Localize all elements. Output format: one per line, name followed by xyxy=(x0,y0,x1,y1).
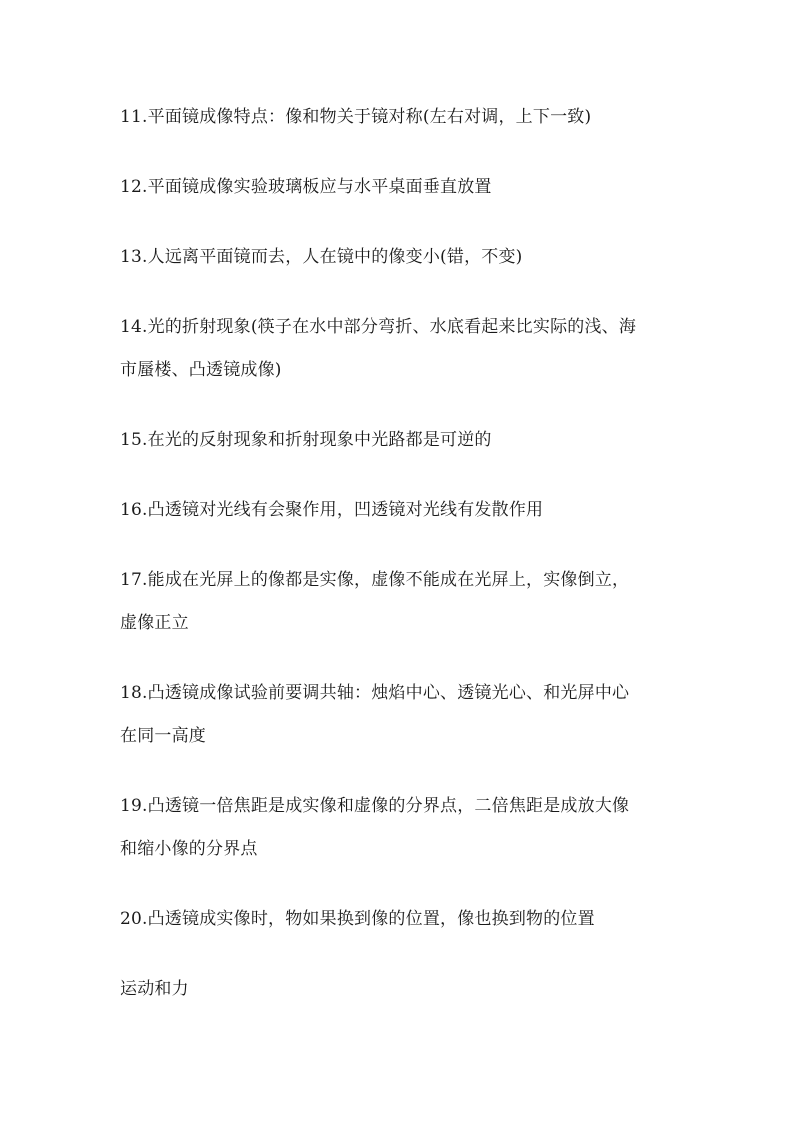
item-19-text-line-2: 和缩小像的分界点 xyxy=(120,839,258,859)
item-17-text-line-2: 虚像正立 xyxy=(120,613,189,633)
item-20-text: 20.凸透镜成实像时，物如果换到像的位置，像也换到物的位置 xyxy=(120,909,595,929)
section-heading: 运动和力 xyxy=(120,979,189,999)
item-14-text-line-1: 14.光的折射现象(筷子在水中部分弯折、水底看起来比实际的浅、海 xyxy=(120,317,637,337)
item-18-text-line-2: 在同一高度 xyxy=(120,726,206,746)
item-16-text: 16.凸透镜对光线有会聚作用，凹透镜对光线有发散作用 xyxy=(120,500,544,520)
item-14-text-line-2: 市蜃楼、凸透镜成像) xyxy=(120,360,282,380)
item-13-text: 13.人远离平面镜而去，人在镜中的像变小(错，不变) xyxy=(120,247,523,267)
item-15-text: 15.在光的反射现象和折射现象中光路都是可逆的 xyxy=(120,430,492,450)
item-18-text-line-1: 18.凸透镜成像试验前要调共轴：烛焰中心、透镜光心、和光屏中心 xyxy=(120,683,630,703)
item-19-text-line-1: 19.凸透镜一倍焦距是成实像和虚像的分界点，二倍焦距是成放大像 xyxy=(120,796,630,816)
item-12-text: 12.平面镜成像实验玻璃板应与水平桌面垂直放置 xyxy=(120,177,492,197)
item-17-text-line-1: 17.能成在光屏上的像都是实像，虚像不能成在光屏上，实像倒立， xyxy=(120,570,630,590)
item-11-text: 11.平面镜成像特点：像和物关于镜对称(左右对调，上下一致) xyxy=(120,107,592,127)
